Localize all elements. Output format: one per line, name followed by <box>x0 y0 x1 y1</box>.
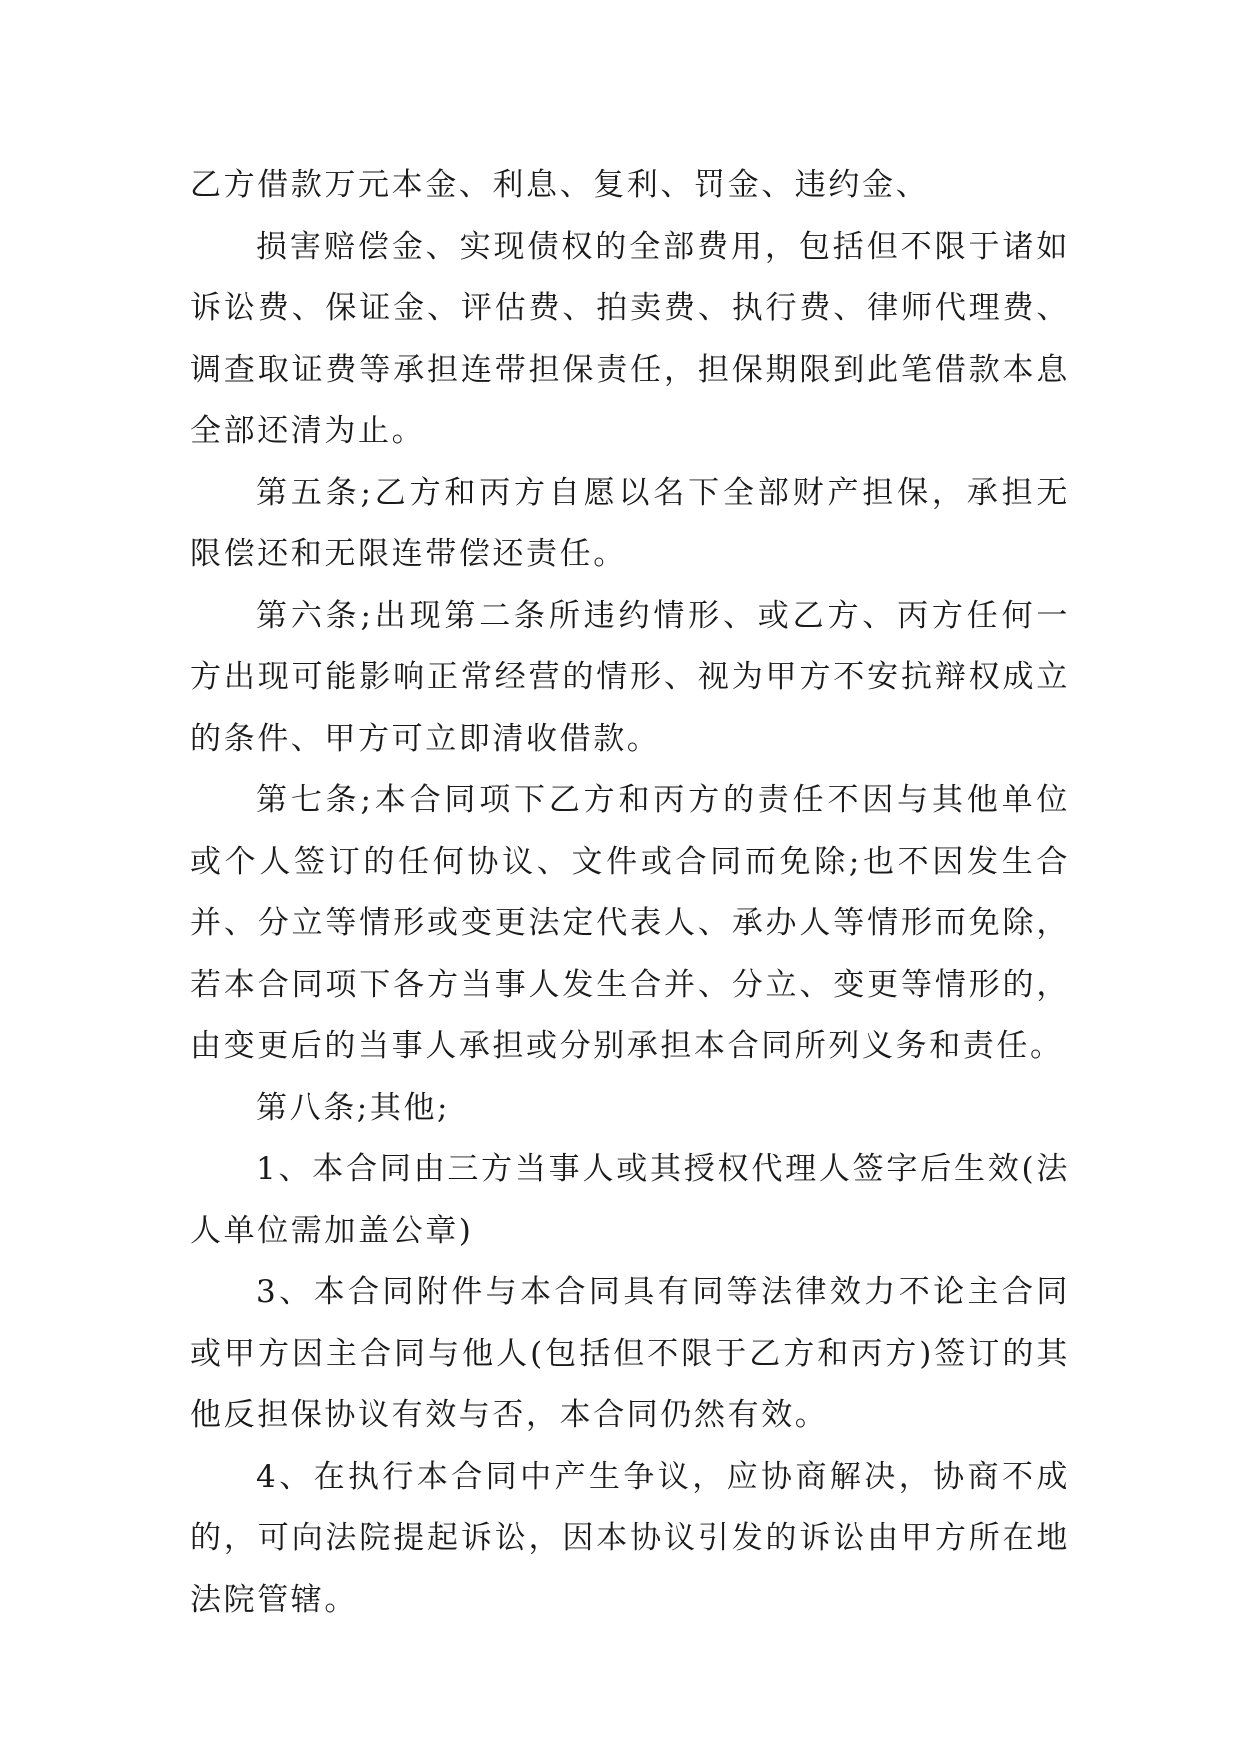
paragraph-continuation: 乙方借款万元本金、利息、复利、罚金、违约金、 <box>190 167 930 203</box>
paragraph-clause-1: 1、本合同由三方当事人或其授权代理人签字后生效(法人单位需加盖公章) <box>190 1151 1070 1249</box>
paragraph-article-5: 第五条;乙方和丙方自愿以名下全部财产担保，承担无限偿还和无限连带偿还责任。 <box>190 474 1070 572</box>
paragraph-clause-4: 4、在执行本合同中产生争议，应协商解决，协商不成的，可向法院提起诉讼，因本协议引发的诉讼由甲方所在地法院管辖。 <box>190 1458 1070 1618</box>
paragraph-article-7: 第七条;本合同项下乙方和丙方的责任不因与其他单位或个人签订的任何协议、文件或合同而免除;也不因发生合并、分立等情形或变更法定代表人、承办人等情形而免除，若本合同项下各方当事人发生合并、分立、变更等情形的，由变更后的当事人承担或分别承担本合同所列义务和责任。 <box>190 782 1070 1064</box>
document-body <box>190 155 1070 1631</box>
paragraph-damages-costs: 损害赔偿金、实现债权的全部费用，包括但不限于诸如诉讼费、保证金、评估费、拍卖费、执行费、律师代理费、调查取证费等承担连带担保责任，担保期限到此笔借款本息全部还清为止。 <box>190 228 1070 449</box>
paragraph-article-6: 第六条;出现第二条所违约情形、或乙方、丙方任何一方出现可能影响正常经营的情形、视为甲方不安抗辩权成立的条件、甲方可立即清收借款。 <box>190 597 1070 757</box>
paragraph-clause-3: 3、本合同附件与本合同具有同等法律效力不论主合同或甲方因主合同与他人(包括但不限于乙方和丙方)签订的其他反担保协议有效与否，本合同仍然有效。 <box>190 1274 1070 1433</box>
paragraph-article-8: 第八条;其他; <box>256 1089 451 1126</box>
